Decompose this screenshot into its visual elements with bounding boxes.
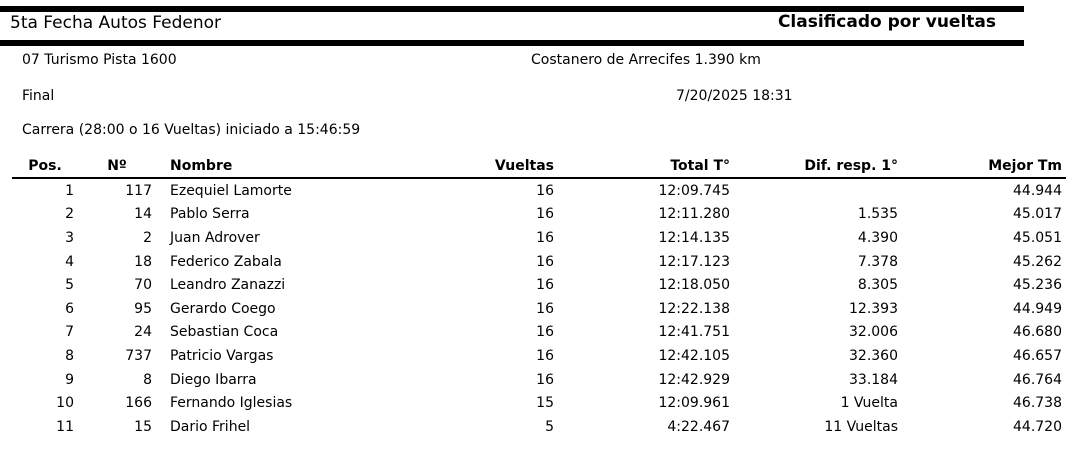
cell-number: 737 [125, 347, 152, 364]
cell-number: 166 [125, 395, 152, 412]
cell-position: 4 [65, 253, 74, 270]
cell-gap: 1.535 [857, 206, 898, 223]
cell-total-time: 12:09.745 [658, 182, 730, 199]
cell-gap: 4.390 [857, 229, 898, 246]
cell-position: 10 [56, 395, 74, 412]
cell-number: 2 [143, 229, 152, 246]
cell-total-time: 12:09.961 [658, 395, 730, 412]
cell-laps: 16 [536, 371, 554, 388]
table-row [12, 391, 1066, 415]
cell-gap: 8.305 [857, 277, 898, 294]
cell-best-lap: 46.657 [1013, 347, 1062, 364]
cell-gap: 1 Vuelta [840, 395, 898, 412]
cell-laps: 16 [536, 347, 554, 364]
cell-position: 2 [65, 206, 74, 223]
race-info: Carrera (28:00 o 16 Vueltas) iniciado a 15:46:59 [22, 122, 361, 138]
cell-total-time: 4:22.467 [667, 418, 730, 435]
cell-name: Juan Adrover [170, 229, 260, 246]
cell-number: 95 [134, 300, 152, 317]
cell-total-time: 12:17.123 [658, 253, 730, 270]
cell-name: Dario Frihel [170, 418, 251, 435]
cell-gap: 7.378 [857, 253, 898, 270]
cell-position: 7 [65, 324, 74, 341]
report-type-title: Clasificado por vueltas [777, 12, 996, 32]
table-row [12, 415, 1066, 439]
cell-best-lap: 46.764 [1013, 371, 1062, 388]
table-row [12, 297, 1066, 321]
col-header-gap: Dif. resp. 1° [734, 156, 902, 178]
cell-best-lap: 45.262 [1013, 253, 1062, 270]
cell-name: Gerardo Coego [170, 300, 276, 317]
cell-best-lap: 44.720 [1013, 418, 1062, 435]
cell-position: 6 [65, 300, 74, 317]
cell-best-lap: 46.680 [1013, 324, 1062, 341]
header-bottom-rule [0, 40, 1024, 46]
table-row [12, 344, 1066, 368]
cell-laps: 16 [536, 300, 554, 317]
col-header-number: Nº [78, 156, 156, 178]
table-row [12, 321, 1066, 345]
cell-name: Pablo Serra [170, 206, 250, 223]
cell-best-lap: 46.738 [1013, 395, 1062, 412]
cell-name: Fernando Iglesias [170, 395, 293, 412]
table-row [12, 203, 1066, 227]
cell-number: 18 [134, 253, 152, 270]
cell-number: 15 [134, 418, 152, 435]
cell-total-time: 12:22.138 [658, 300, 730, 317]
cell-laps: 16 [536, 253, 554, 270]
cell-best-lap: 44.949 [1013, 300, 1062, 317]
cell-number: 24 [134, 324, 152, 341]
cell-name: Ezequiel Lamorte [170, 182, 292, 199]
track-name: Costanero de Arrecifes 1.390 km [531, 52, 761, 68]
cell-gap: 12.393 [849, 300, 898, 317]
cell-laps: 16 [536, 206, 554, 223]
cell-name: Federico Zabala [170, 253, 282, 270]
cell-best-lap: 45.236 [1013, 277, 1062, 294]
table-row [12, 250, 1066, 274]
cell-laps: 16 [536, 229, 554, 246]
cell-total-time: 12:42.929 [658, 371, 730, 388]
cell-name: Diego Ibarra [170, 371, 257, 388]
cell-position: 11 [56, 418, 74, 435]
results-table [12, 156, 1066, 439]
cell-total-time: 12:14.135 [658, 229, 730, 246]
cell-number: 8 [143, 371, 152, 388]
col-header-best-lap: Mejor Tm [902, 156, 1066, 178]
table-header-row [12, 156, 1066, 178]
cell-position: 1 [65, 182, 74, 199]
cell-position: 5 [65, 277, 74, 294]
cell-name: Patricio Vargas [170, 347, 274, 364]
event-title: 5ta Fecha Autos Fedenor [10, 13, 222, 33]
table-row [12, 368, 1066, 392]
header-bar [0, 12, 1024, 40]
cell-position: 3 [65, 229, 74, 246]
cell-total-time: 12:18.050 [658, 277, 730, 294]
table-row [12, 273, 1066, 297]
cell-name: Sebastian Coca [170, 324, 279, 341]
col-header-position: Pos. [12, 156, 78, 178]
cell-laps: 16 [536, 277, 554, 294]
cell-number: 14 [134, 206, 152, 223]
cell-best-lap: 45.051 [1013, 229, 1062, 246]
cell-number: 70 [134, 277, 152, 294]
cell-laps: 5 [545, 418, 554, 435]
cell-gap: 32.006 [849, 324, 898, 341]
report-datetime: 7/20/2025 18:31 [676, 88, 793, 104]
cell-best-lap: 45.017 [1013, 206, 1062, 223]
cell-position: 8 [65, 347, 74, 364]
cell-name: Leandro Zanazzi [170, 277, 286, 294]
cell-total-time: 12:42.105 [658, 347, 730, 364]
cell-laps: 16 [536, 324, 554, 341]
cell-laps: 15 [536, 395, 554, 412]
cell-laps: 16 [536, 182, 554, 199]
cell-position: 9 [65, 371, 74, 388]
cell-gap [734, 178, 902, 203]
col-header-laps: Vueltas [394, 156, 558, 178]
col-header-total-time: Total T° [558, 156, 734, 178]
cell-gap: 33.184 [849, 371, 898, 388]
cell-best-lap: 44.944 [1013, 182, 1062, 199]
cell-total-time: 12:41.751 [658, 324, 730, 341]
session-name: Final [22, 88, 55, 104]
cell-total-time: 12:11.280 [658, 206, 730, 223]
cell-gap: 11 Vueltas [824, 418, 898, 435]
table-row [12, 178, 1066, 203]
table-row [12, 226, 1066, 250]
class-name: 07 Turismo Pista 1600 [22, 52, 177, 68]
col-header-name: Nombre [156, 156, 394, 178]
cell-number: 117 [125, 182, 152, 199]
cell-gap: 32.360 [849, 347, 898, 364]
